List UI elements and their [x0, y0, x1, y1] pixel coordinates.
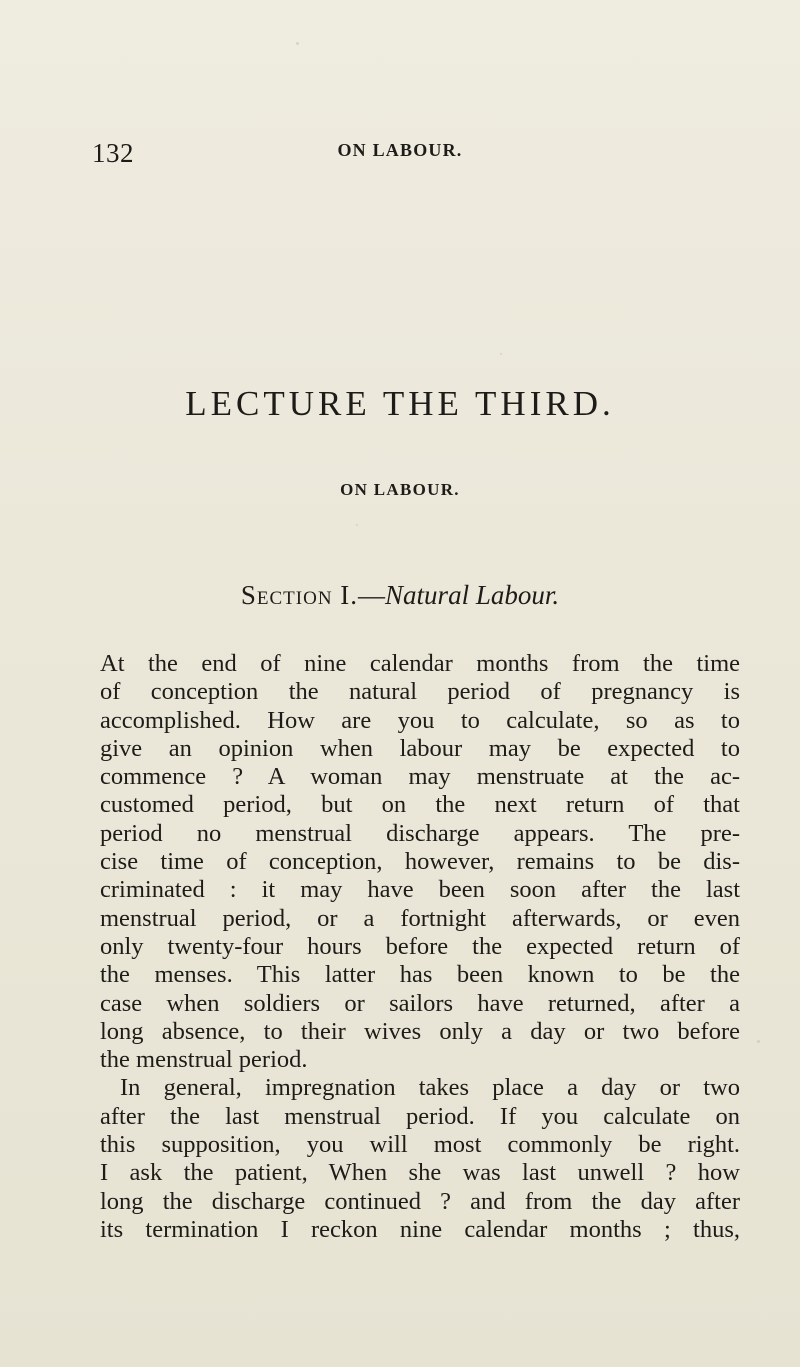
text-line: At the end of nine calendar months from the time: [100, 650, 740, 677]
paper-speck: [356, 524, 358, 526]
section-dash: —: [358, 580, 386, 610]
text-line: of conception the natural period of pregnancy is: [100, 678, 740, 706]
paper-speck: [500, 353, 502, 355]
text-line: In general, impregnation takes place a day or two: [120, 1074, 740, 1102]
page-number: 132: [92, 138, 134, 168]
text-line: only twenty-four hours before the expected return of: [100, 932, 740, 960]
text-line: criminated : it may have been soon after the last: [100, 876, 740, 904]
body-text: [100, 650, 740, 1244]
text-line: menstrual period, or a fortnight afterwards, or even: [100, 904, 740, 932]
paper-speck: [757, 1040, 760, 1043]
text-line: cise time of conception, however, remains to be dis-: [100, 848, 740, 876]
text-line: long absence, to their wives only a day or two before: [100, 1017, 740, 1045]
text-line: the menstrual period.: [100, 1046, 308, 1074]
text-line: long the discharge continued ? and from the day after: [100, 1187, 740, 1215]
lecture-subtitle: ON LABOUR.: [340, 480, 460, 499]
section-heading: [0, 580, 800, 611]
text-line: give an opinion when labour may be expected to: [100, 734, 740, 762]
text-line: after the last menstrual period. If you calculate on: [100, 1102, 740, 1130]
section-title: Natural Labour.: [385, 580, 560, 610]
lecture-title: LECTURE THE THIRD.: [185, 384, 615, 423]
text-line: customed period, but on the next return of that: [100, 791, 740, 819]
text-line: this supposition, you will most commonly be right.: [100, 1131, 740, 1159]
text-line: I ask the patient, When she was last unwell ? how: [100, 1159, 740, 1187]
text-line: commence ? A woman may menstruate at the ac-: [100, 763, 740, 791]
text-line: its termination I reckon nine calendar months ; thus,: [100, 1215, 740, 1243]
paper-speck: [296, 42, 299, 45]
text-line: accomplished. How are you to calculate, so as to: [100, 706, 740, 734]
text-line: period no menstrual discharge appears. The pre-: [100, 819, 740, 847]
text-line: the menses. This latter has been known to be the: [100, 961, 740, 989]
running-head: ON LABOUR.: [337, 140, 463, 160]
section-label: Section I.: [240, 580, 359, 610]
text-line: case when soldiers or sailors have returned, after a: [100, 989, 740, 1017]
